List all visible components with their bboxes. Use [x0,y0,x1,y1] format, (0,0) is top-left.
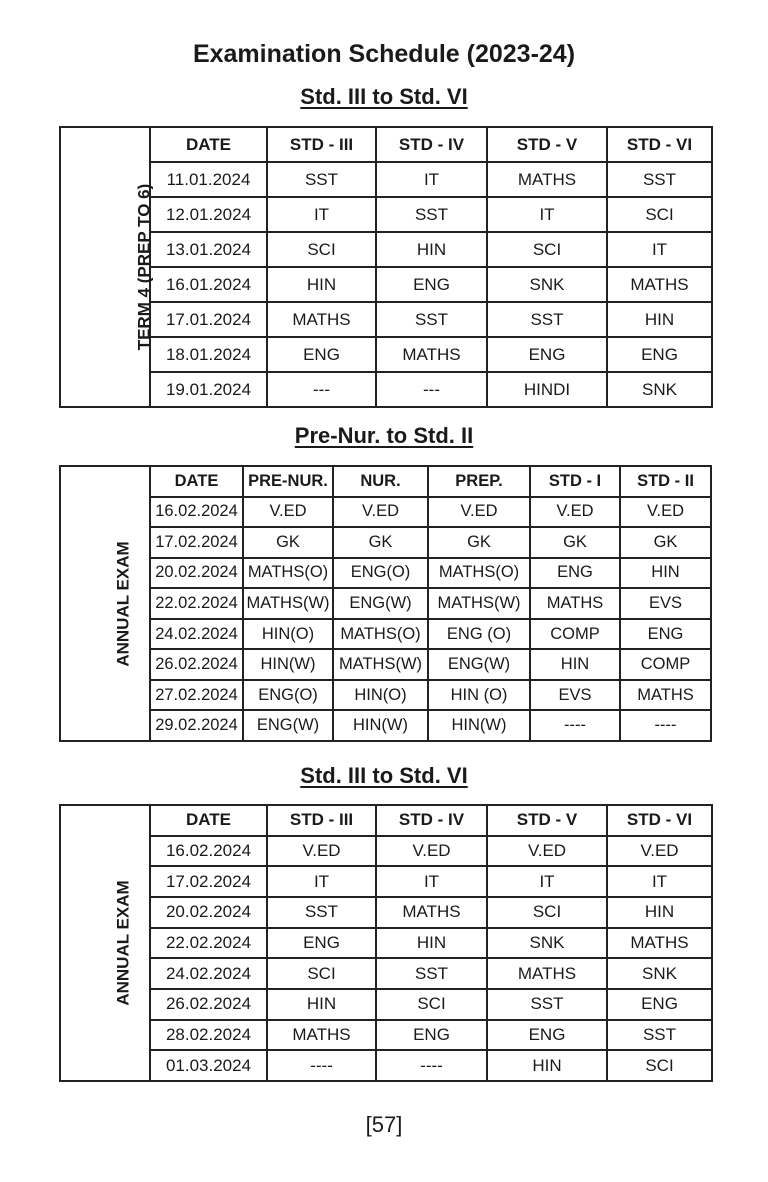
section-heading-annual: Std. III to Std. VI [300,763,468,788]
table-row [60,619,711,650]
subject-cell: ENG [376,1020,487,1051]
subject-cell: ---- [376,1050,487,1081]
table-row [60,1050,712,1081]
subject-cell: V.ED [243,497,333,528]
subject-cell: HIN [607,897,712,928]
subject-cell: SCI [267,232,376,267]
column-header: STD - V [487,805,607,836]
subject-cell: HIN(O) [333,680,428,711]
subject-cell: MATHS [376,897,487,928]
subject-cell: SST [376,302,487,337]
table-row [60,302,712,337]
subject-cell: HIN(W) [333,710,428,741]
page-number: [57] [365,1112,403,1137]
table-row [60,588,711,619]
subject-cell: IT [487,866,607,897]
date-cell: 11.01.2024 [150,162,267,197]
subject-cell: SNK [607,958,712,989]
subject-cell: IT [487,197,607,232]
date-cell: 20.02.2024 [150,897,267,928]
date-cell: 17.02.2024 [150,527,243,558]
subject-cell: SST [267,897,376,928]
column-header: DATE [150,466,243,497]
table-row [60,958,712,989]
subject-cell: ENG [487,1020,607,1051]
table-row [60,836,712,867]
subject-cell: MATHS [607,267,712,302]
date-cell: 13.01.2024 [150,232,267,267]
schedule-table-annual [59,804,713,1082]
date-cell: 17.02.2024 [150,866,267,897]
subject-cell: SST [376,958,487,989]
side-label-cell [60,805,150,1081]
subject-cell: V.ED [376,836,487,867]
date-cell: 20.02.2024 [150,558,243,589]
subject-cell: MATHS [267,302,376,337]
subject-cell: COMP [530,619,620,650]
subject-cell: HIN(O) [243,619,333,650]
schedule-table-term4 [59,126,713,408]
subject-cell: HINDI [487,372,607,407]
subject-cell: SST [487,302,607,337]
subject-cell: MATHS(O) [333,619,428,650]
subject-cell: ENG [376,267,487,302]
subject-cell: HIN (O) [428,680,530,711]
date-cell: 24.02.2024 [150,619,243,650]
page-title: Examination Schedule (2023-24) [192,40,576,68]
subject-cell: MATHS [376,337,487,372]
subject-cell: ENG(O) [333,558,428,589]
subject-cell: HIN [487,1050,607,1081]
subject-cell: MATHS [487,958,607,989]
subject-cell: MATHS [530,588,620,619]
date-cell: 28.02.2024 [150,1020,267,1051]
subject-cell: SST [267,162,376,197]
date-cell: 01.03.2024 [150,1050,267,1081]
subject-cell: ENG (O) [428,619,530,650]
subject-cell: MATHS [487,162,607,197]
table-row [60,866,712,897]
schedule-table-prenur [59,465,712,742]
subject-cell: EVS [620,588,711,619]
date-cell: 16.02.2024 [150,836,267,867]
subject-cell: SCI [607,197,712,232]
subject-cell: EVS [530,680,620,711]
column-header: STD - VI [607,805,712,836]
subject-cell: SST [607,162,712,197]
column-header: DATE [150,127,267,162]
subject-cell: --- [376,372,487,407]
column-header: STD - IV [376,127,487,162]
column-header: STD - IV [376,805,487,836]
column-header: STD - VI [607,127,712,162]
date-cell: 26.02.2024 [150,649,243,680]
column-header: STD - II [620,466,711,497]
subject-cell: SCI [376,989,487,1020]
table-row [60,710,711,741]
subject-cell: SST [487,989,607,1020]
column-header: PRE-NUR. [243,466,333,497]
table-row [60,162,712,197]
subject-cell: MATHS(O) [428,558,530,589]
subject-cell: GK [333,527,428,558]
subject-cell: ENG [267,928,376,959]
table-row [60,680,711,711]
subject-cell: HIN(W) [428,710,530,741]
subject-cell: IT [607,866,712,897]
column-header: NUR. [333,466,428,497]
date-cell: 12.01.2024 [150,197,267,232]
column-header: STD - I [530,466,620,497]
side-label: ANNUAL EXAM [113,880,133,1006]
table-row [60,497,711,528]
table-header-row [60,466,711,497]
table-row [60,928,712,959]
subject-cell: MATHS [267,1020,376,1051]
column-header: DATE [150,805,267,836]
table-row [60,197,712,232]
column-header: STD - V [487,127,607,162]
table-row [60,232,712,267]
subject-cell: ENG(W) [243,710,333,741]
subject-cell: ---- [620,710,711,741]
column-header: PREP. [428,466,530,497]
table-row [60,1020,712,1051]
subject-cell: HIN [267,267,376,302]
subject-cell: SCI [487,897,607,928]
subject-cell: HIN [376,232,487,267]
date-cell: 24.02.2024 [150,958,267,989]
table-row [60,267,712,302]
table-row [60,558,711,589]
date-cell: 27.02.2024 [150,680,243,711]
subject-cell: ENG [607,989,712,1020]
subject-cell: ENG [607,337,712,372]
subject-cell: V.ED [267,836,376,867]
subject-cell: SNK [607,372,712,407]
subject-cell: SNK [487,267,607,302]
subject-cell: COMP [620,649,711,680]
subject-cell: MATHS(O) [243,558,333,589]
table-row [60,337,712,372]
subject-cell: IT [376,866,487,897]
subject-cell: MATHS(W) [243,588,333,619]
column-header: STD - III [267,127,376,162]
subject-cell: MATHS(W) [428,588,530,619]
subject-cell: ENG(W) [333,588,428,619]
subject-cell: ENG(O) [243,680,333,711]
subject-cell: MATHS [620,680,711,711]
subject-cell: ENG [530,558,620,589]
subject-cell: IT [267,197,376,232]
column-header: STD - III [267,805,376,836]
date-cell: 17.01.2024 [150,302,267,337]
table-header-row [60,127,712,162]
table-row [60,527,711,558]
subject-cell: HIN [620,558,711,589]
subject-cell: SCI [607,1050,712,1081]
date-cell: 16.01.2024 [150,267,267,302]
date-cell: 22.02.2024 [150,928,267,959]
subject-cell: HIN [267,989,376,1020]
subject-cell: SST [376,197,487,232]
subject-cell: V.ED [607,836,712,867]
side-label-cell [60,127,154,407]
subject-cell: HIN [607,302,712,337]
section-heading-term4: Std. III to Std. VI [300,84,468,109]
date-cell: 22.02.2024 [150,588,243,619]
subject-cell: MATHS(W) [333,649,428,680]
section-heading-prenur: Pre-Nur. to Std. II [294,423,474,448]
date-cell: 29.02.2024 [150,710,243,741]
subject-cell: ENG [487,337,607,372]
side-label: TERM 4 (PREP TO 6) [134,183,154,351]
side-label: ANNUAL EXAM [113,540,133,667]
subject-cell: ENG [620,619,711,650]
subject-cell: HIN [530,649,620,680]
date-cell: 19.01.2024 [150,372,267,407]
subject-cell: ENG(W) [428,649,530,680]
subject-cell: V.ED [620,497,711,528]
subject-cell: SCI [487,232,607,267]
subject-cell: SST [607,1020,712,1051]
side-label-cell [60,466,150,741]
subject-cell: V.ED [487,836,607,867]
subject-cell: HIN [376,928,487,959]
subject-cell: MATHS [607,928,712,959]
date-cell: 18.01.2024 [150,337,267,372]
subject-cell: SNK [487,928,607,959]
subject-cell: GK [530,527,620,558]
subject-cell: V.ED [428,497,530,528]
table-row [60,649,711,680]
subject-cell: GK [243,527,333,558]
subject-cell: V.ED [333,497,428,528]
subject-cell: ---- [530,710,620,741]
table-row [60,897,712,928]
subject-cell: --- [267,372,376,407]
subject-cell: SCI [267,958,376,989]
subject-cell: HIN(W) [243,649,333,680]
table-header-row [60,805,712,836]
date-cell: 16.02.2024 [150,497,243,528]
subject-cell: IT [267,866,376,897]
subject-cell: ENG [267,337,376,372]
date-cell: 26.02.2024 [150,989,267,1020]
subject-cell: IT [607,232,712,267]
subject-cell: GK [428,527,530,558]
subject-cell: IT [376,162,487,197]
subject-cell: GK [620,527,711,558]
table-row [60,372,712,407]
table-row [60,989,712,1020]
subject-cell: V.ED [530,497,620,528]
subject-cell: ---- [267,1050,376,1081]
